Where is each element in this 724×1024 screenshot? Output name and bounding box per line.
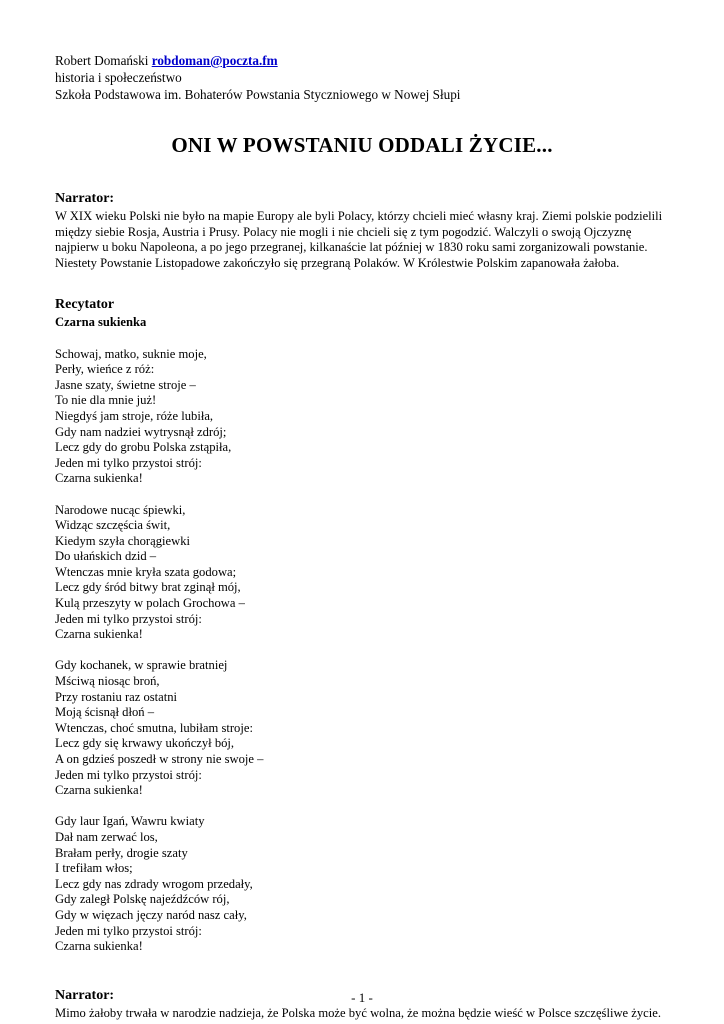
poem-line: Jeden mi tylko przystoi strój: bbox=[55, 923, 202, 938]
page-title: ONI W POWSTANIU ODDALI ŻYCIE... bbox=[171, 133, 553, 157]
poem-line: Jeden mi tylko przystoi strój: bbox=[55, 767, 202, 782]
poem-line: Czarna sukienka! bbox=[55, 939, 143, 954]
poem-line: Moją ścisnął dłoń – bbox=[55, 705, 154, 720]
narrator-1-label: Narrator: bbox=[55, 191, 115, 206]
poem-line: I trefiłam włos; bbox=[55, 861, 133, 876]
poem-line: Gdy nam nadziei wytrysnął zdrój; bbox=[55, 424, 227, 439]
poem-line: Lecz gdy nas zdrady wrogom przedały, bbox=[55, 876, 253, 891]
poem-line: Dał nam zerwać los, bbox=[55, 829, 158, 844]
poem-line: Lecz gdy się krwawy ukończył bój, bbox=[55, 736, 235, 751]
poem-line: Czarna sukienka! bbox=[55, 783, 143, 798]
poem-line: Gdy zaległ Polskę najeźdźców rój, bbox=[55, 892, 230, 907]
poem-line: A on gdzieś poszedł w strony nie swoje – bbox=[55, 752, 264, 766]
poem-line: Brałam perły, drogie szaty bbox=[55, 845, 188, 860]
narrator-1-text: W XIX wieku Polski nie było na mapie Europy ale byli Polacy, którzy chcieli mieć własny kraj. Ziemi polskie podzielili między siebie Rosja, Austria i Prusy. Polacy nie mogli i nie chcieli się z tym pogodzić. Walczyli o swoją Ojczyznę najpierw u boku Napoleona, a po jego przegranej, kilkanaście lat później w 1830 roku sami zorganizowali powstanie. Niestety Powstanie Listopadowe zakończyło się przegraną Polaków. W Królestwie Polskim zapanowała żałoba. bbox=[55, 209, 663, 270]
narrator-2-label: Narrator: bbox=[55, 987, 115, 1003]
poem-line: Kulą przeszyty w polach Grochowa – bbox=[55, 596, 245, 611]
author-name: Robert Domański bbox=[55, 53, 152, 68]
poem-stanza bbox=[55, 347, 669, 487]
recytator-label: Recytator bbox=[55, 297, 115, 313]
poem-line: Czarna sukienka! bbox=[55, 627, 143, 642]
poem-line: Kiedym szyła chorągiewki bbox=[55, 533, 190, 548]
poem-line: Widząc szczęścia świt, bbox=[55, 518, 171, 533]
poem-line: To nie dla mnie już! bbox=[55, 393, 157, 408]
poem-line: Gdy kochanek, w sprawie bratniej bbox=[55, 658, 228, 673]
poem-line: Niegdyś jam stroje, róże lubiła, bbox=[55, 408, 214, 423]
poem-line: Mściwą niosąc broń, bbox=[55, 674, 160, 689]
poem-line: Schowaj, matko, suknie moje, bbox=[55, 346, 207, 361]
document-header bbox=[55, 52, 669, 103]
poem-stanza bbox=[55, 658, 669, 798]
page-number: - 1 - bbox=[351, 990, 373, 1005]
poem-line: Jeden mi tylko przystoi strój: bbox=[55, 611, 202, 626]
poem-line: Lecz gdy do grobu Polska zstąpiła, bbox=[55, 440, 232, 455]
poem-line: Wtenczas, choć smutna, lubiłam stroje: bbox=[55, 720, 253, 735]
poem-line: Przy rostaniu raz ostatni bbox=[55, 689, 178, 704]
poem-line: Narodowe nucąc śpiewki, bbox=[55, 502, 186, 517]
poem-line: Jasne szaty, świetne stroje – bbox=[55, 377, 196, 392]
poem-line: Gdy laur Igań, Wawru kwiaty bbox=[55, 814, 205, 829]
poem-line: Perły, wieńce z róż: bbox=[55, 362, 155, 377]
poem-line: Gdy w więzach jęczy naród nasz cały, bbox=[55, 907, 247, 922]
poem-stanza bbox=[55, 814, 669, 954]
poem-line: Jeden mi tylko przystoi strój: bbox=[55, 455, 202, 470]
header-line-subject: historia i społeczeństwo bbox=[55, 70, 182, 85]
header-line-school: Szkoła Podstawowa im. Bohaterów Powstania Styczniowego w Nowej Słupi bbox=[55, 87, 461, 102]
poem-title: Czarna sukienka bbox=[55, 315, 147, 330]
header-line-author bbox=[55, 52, 669, 69]
narrator-2-text: Mimo żałoby trwała w narodzie nadzieja, że Polska może być wolna, że można będzie wieść w Polsce szczęśliwe życie. bbox=[55, 1005, 662, 1020]
poem-line: Lecz gdy śród bitwy brat zginął mój, bbox=[55, 580, 241, 595]
poem-stanza bbox=[55, 503, 669, 643]
poem-line: Wtenczas mnie kryła szata godowa; bbox=[55, 564, 237, 579]
author-email-link[interactable]: robdoman@poczta.fm bbox=[151, 53, 278, 68]
poem-line: Czarna sukienka! bbox=[55, 471, 143, 486]
poem-line: Do ułańskich dzid – bbox=[55, 549, 157, 564]
